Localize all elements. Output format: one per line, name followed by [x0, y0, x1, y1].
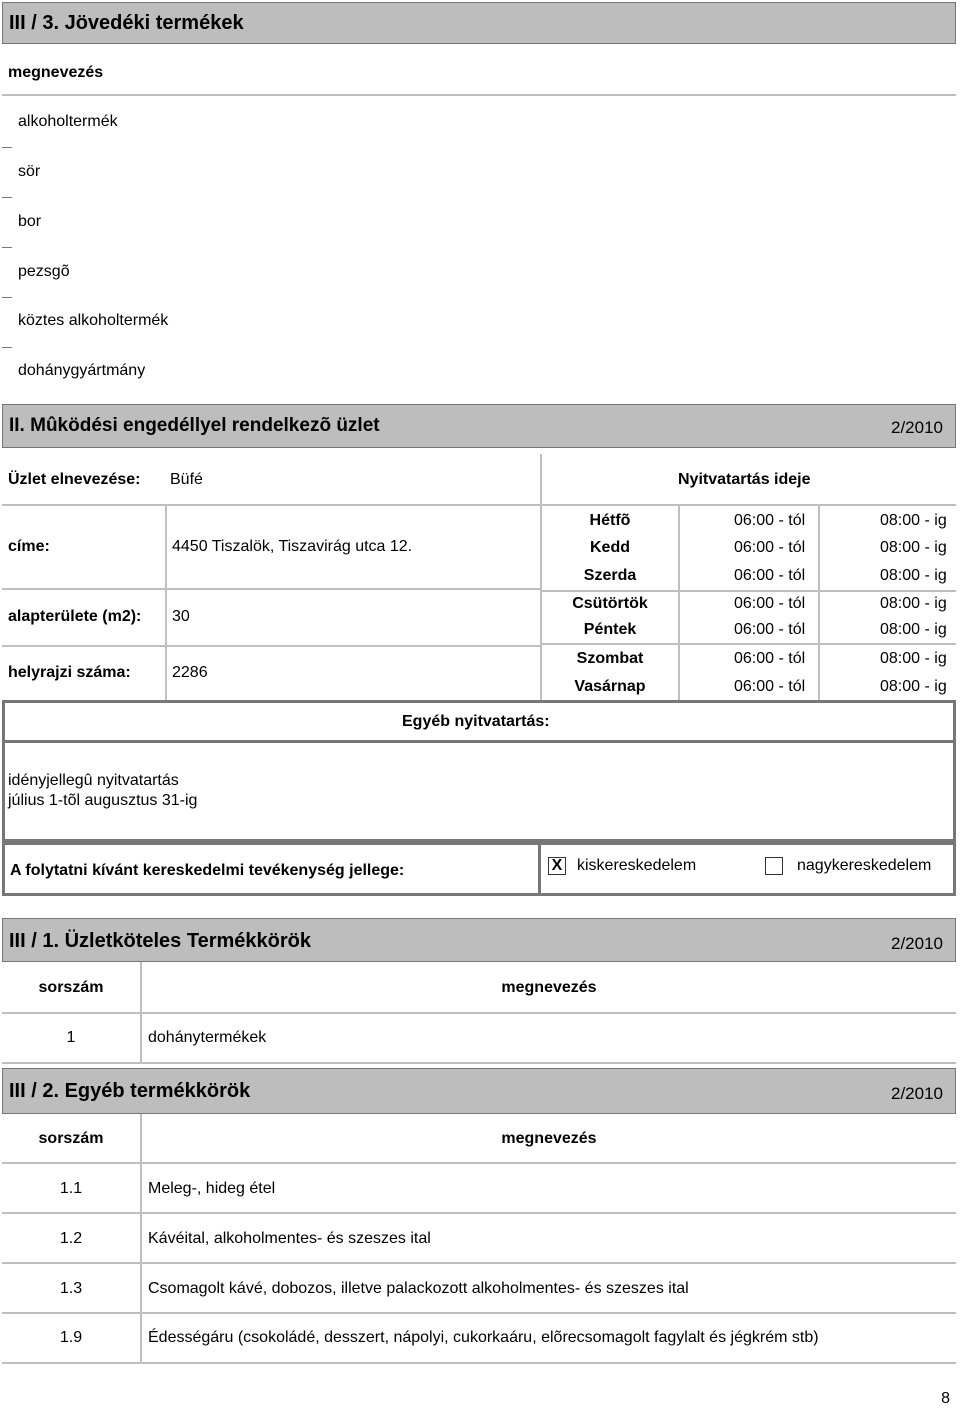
divider — [2, 1062, 956, 1064]
hours-to: 08:00 - ig — [880, 567, 947, 584]
store-name-value: Büfé — [170, 471, 203, 488]
hours-to: 08:00 - ig — [880, 595, 947, 612]
section-title: III / 3. Jövedéki termékek — [9, 12, 244, 34]
section-title: II. Mûködési engedéllyel rendelkezõ üzlet — [9, 415, 380, 436]
hours-from: 06:00 - tól — [734, 650, 806, 667]
row-marker — [2, 247, 12, 248]
section-header-licensed-products — [2, 918, 956, 962]
column-header-name: megnevezés — [501, 979, 597, 996]
row-name: dohánytermékek — [148, 1029, 267, 1046]
hours-to: 08:00 - ig — [880, 539, 947, 556]
hours-to: 08:00 - ig — [880, 512, 947, 529]
divider — [538, 845, 541, 893]
section-year: 2/2010 — [891, 418, 943, 437]
wholesale-checkbox[interactable] — [765, 857, 783, 875]
row-marker — [2, 297, 12, 298]
row-marker — [2, 147, 12, 148]
hours-header: Nyitvatartás ideje — [678, 471, 811, 488]
divider — [818, 504, 820, 700]
divider — [2, 1012, 956, 1014]
hours-day: Csütörtök — [572, 595, 648, 612]
column-header-name: megnevezés — [8, 64, 104, 81]
section-title: III / 1. Üzletköteles Termékkörök — [9, 930, 311, 952]
row-marker — [2, 197, 12, 198]
divider — [2, 1212, 956, 1214]
hours-to: 08:00 - ig — [880, 650, 947, 667]
divider — [140, 1114, 142, 1364]
hours-to: 08:00 - ig — [880, 621, 947, 638]
address-value: 4450 Tiszalök, Tiszavirág utca 12. — [172, 538, 413, 555]
divider — [2, 1312, 956, 1314]
hours-from: 06:00 - tól — [734, 595, 806, 612]
row-name: Kávéital, alkoholmentes- és szeszes ital — [148, 1230, 431, 1247]
wholesale-label: nagykereskedelem — [797, 857, 932, 874]
hours-to: 08:00 - ig — [880, 678, 947, 695]
retail-label: kiskereskedelem — [577, 857, 697, 874]
hours-from: 06:00 - tól — [734, 621, 806, 638]
other-hours-label: Egyéb nyitvatartás: — [402, 713, 550, 730]
divider — [2, 645, 540, 647]
excise-item: dohánygyártmány — [18, 362, 146, 379]
excise-item: bor — [18, 213, 42, 230]
section-header-store — [2, 404, 956, 448]
row-number: 1.9 — [59, 1329, 83, 1346]
hours-from: 06:00 - tól — [734, 567, 806, 584]
other-hours-line2: július 1-tõl augusztus 31-ig — [8, 792, 198, 809]
other-hours-line1: idényjellegû nyitvatartás — [8, 772, 179, 789]
section-title: III / 2. Egyéb termékkörök — [9, 1080, 251, 1102]
row-name: Édességáru (csokoládé, desszert, nápolyi, cukorkaáru, elõrecsomagolt fagylalt és jégkrém stb) — [148, 1329, 819, 1346]
divider — [2, 504, 956, 506]
hours-day: Vasárnap — [574, 678, 646, 695]
hours-day: Szombat — [576, 650, 644, 667]
hours-day: Kedd — [590, 539, 630, 556]
hours-from: 06:00 - tól — [734, 678, 806, 695]
excise-item: sör — [18, 163, 41, 180]
row-number: 1.1 — [59, 1180, 83, 1197]
divider — [2, 1162, 956, 1164]
excise-item: pezsgõ — [18, 263, 70, 280]
area-label: alapterülete (m2): — [8, 608, 142, 625]
row-divider — [2, 94, 956, 96]
divider — [4, 740, 954, 743]
row-name: Csomagolt kávé, dobozos, illetve palackozott alkoholmentes- és szeszes ital — [148, 1280, 689, 1297]
column-header-number: sorszám — [38, 1130, 104, 1147]
row-number: 1.3 — [59, 1280, 83, 1297]
plot-label: helyrajzi száma: — [8, 664, 131, 681]
area-value: 30 — [172, 608, 190, 625]
activity-label: A folytatni kívánt kereskedelmi tevékenység jellege: — [10, 862, 405, 879]
section-year: 2/2010 — [891, 1084, 943, 1103]
section-header-excise — [2, 2, 956, 44]
divider — [2, 1362, 956, 1364]
column-header-name: megnevezés — [501, 1130, 597, 1147]
excise-item: alkoholtermék — [18, 113, 118, 130]
divider — [2, 588, 540, 590]
retail-checkbox[interactable]: X — [548, 857, 566, 875]
page-number: 8 — [941, 1390, 950, 1407]
column-header-number: sorszám — [38, 979, 104, 996]
divider — [2, 1262, 956, 1264]
hours-day: Szerda — [583, 567, 637, 584]
row-marker — [2, 347, 12, 348]
divider — [678, 504, 680, 700]
address-label: címe: — [8, 538, 50, 555]
divider — [165, 504, 167, 700]
section-header-other-products — [2, 1068, 956, 1114]
row-name: Meleg-, hideg étel — [148, 1180, 276, 1197]
plot-value: 2286 — [172, 664, 208, 681]
hours-from: 06:00 - tól — [734, 512, 806, 529]
divider — [542, 590, 956, 592]
row-number: 1.2 — [59, 1230, 83, 1247]
store-name-label: Üzlet elnevezése: — [8, 471, 141, 488]
hours-day: Péntek — [583, 621, 637, 638]
excise-item: köztes alkoholtermék — [18, 312, 169, 329]
row-number: 1 — [66, 1029, 76, 1046]
section-year: 2/2010 — [891, 934, 943, 953]
hours-day: Hétfõ — [589, 512, 631, 529]
hours-from: 06:00 - tól — [734, 539, 806, 556]
divider — [542, 643, 956, 645]
